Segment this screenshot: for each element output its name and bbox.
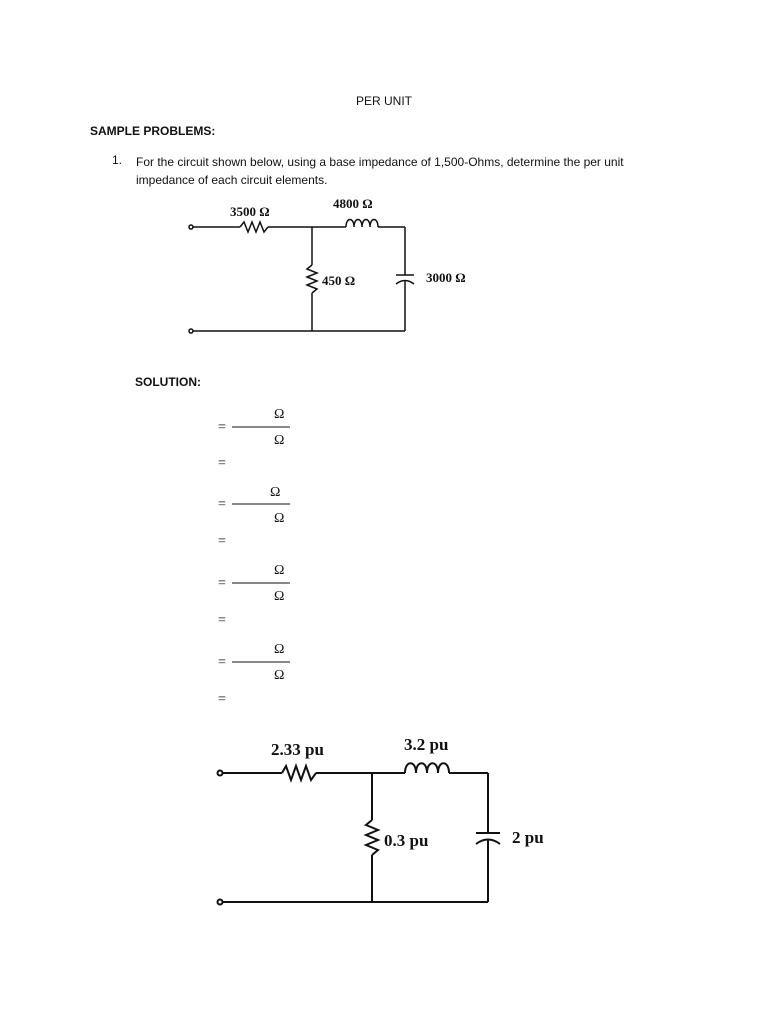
inductor: [346, 220, 378, 228]
label-inductor-pu: 3.2 pu: [404, 735, 449, 754]
eq4-result-equals: =: [218, 692, 226, 707]
terminal-top: [189, 225, 193, 229]
terminal-bottom: [189, 329, 193, 333]
eq2-equals: =: [218, 497, 226, 512]
eq1-result-equals: =: [218, 456, 226, 471]
eq2-denominator-unit: Ω: [274, 511, 285, 526]
eq3-equals: =: [218, 576, 226, 591]
eq2-numerator-unit: Ω: [270, 485, 281, 500]
label-series-resistor-pu: 2.33 pu: [271, 740, 324, 759]
inductor-pu: [405, 763, 449, 773]
label-series-resistor: 3500 Ω: [230, 204, 270, 219]
resistor-shunt: [307, 265, 317, 293]
label-capacitor: 3000 Ω: [426, 270, 466, 285]
page-title: PER UNIT: [355, 94, 412, 108]
eq3-numerator-unit: Ω: [274, 563, 285, 578]
eq4-numerator-unit: Ω: [274, 642, 285, 657]
capacitor-plate-bottom: [396, 281, 414, 285]
terminal-top-pu: [218, 771, 223, 776]
eq2-result-equals: =: [218, 534, 226, 549]
eq3-denominator-unit: Ω: [274, 589, 285, 604]
problem-text: For the circuit shown below, using a base impedance of 1,500-Ohms, determine the per unit impedance of each circuit elements.: [136, 155, 624, 187]
eq1-numerator-unit: Ω: [274, 407, 285, 422]
solution-label: SOLUTION:: [135, 375, 201, 389]
eq1-equals: =: [218, 420, 226, 435]
eq4-denominator-unit: Ω: [274, 668, 285, 683]
eq3-result-equals: =: [218, 613, 226, 628]
label-shunt-resistor: 450 Ω: [322, 273, 356, 288]
eq1-denominator-unit: Ω: [274, 433, 285, 448]
eq4-equals: =: [218, 655, 226, 670]
resistor-series: [240, 222, 268, 232]
problem-number: 1.: [112, 153, 123, 167]
section-heading: SAMPLE PROBLEMS:: [90, 124, 216, 138]
label-shunt-resistor-pu: 0.3 pu: [384, 831, 429, 850]
label-capacitor-pu: 2 pu: [512, 828, 544, 847]
capacitor-plate-bottom-pu: [476, 840, 500, 845]
resistor-series-pu: [282, 766, 316, 780]
resistor-shunt-pu: [366, 820, 378, 855]
label-inductor: 4800 Ω: [333, 196, 373, 211]
terminal-bottom-pu: [218, 900, 223, 905]
